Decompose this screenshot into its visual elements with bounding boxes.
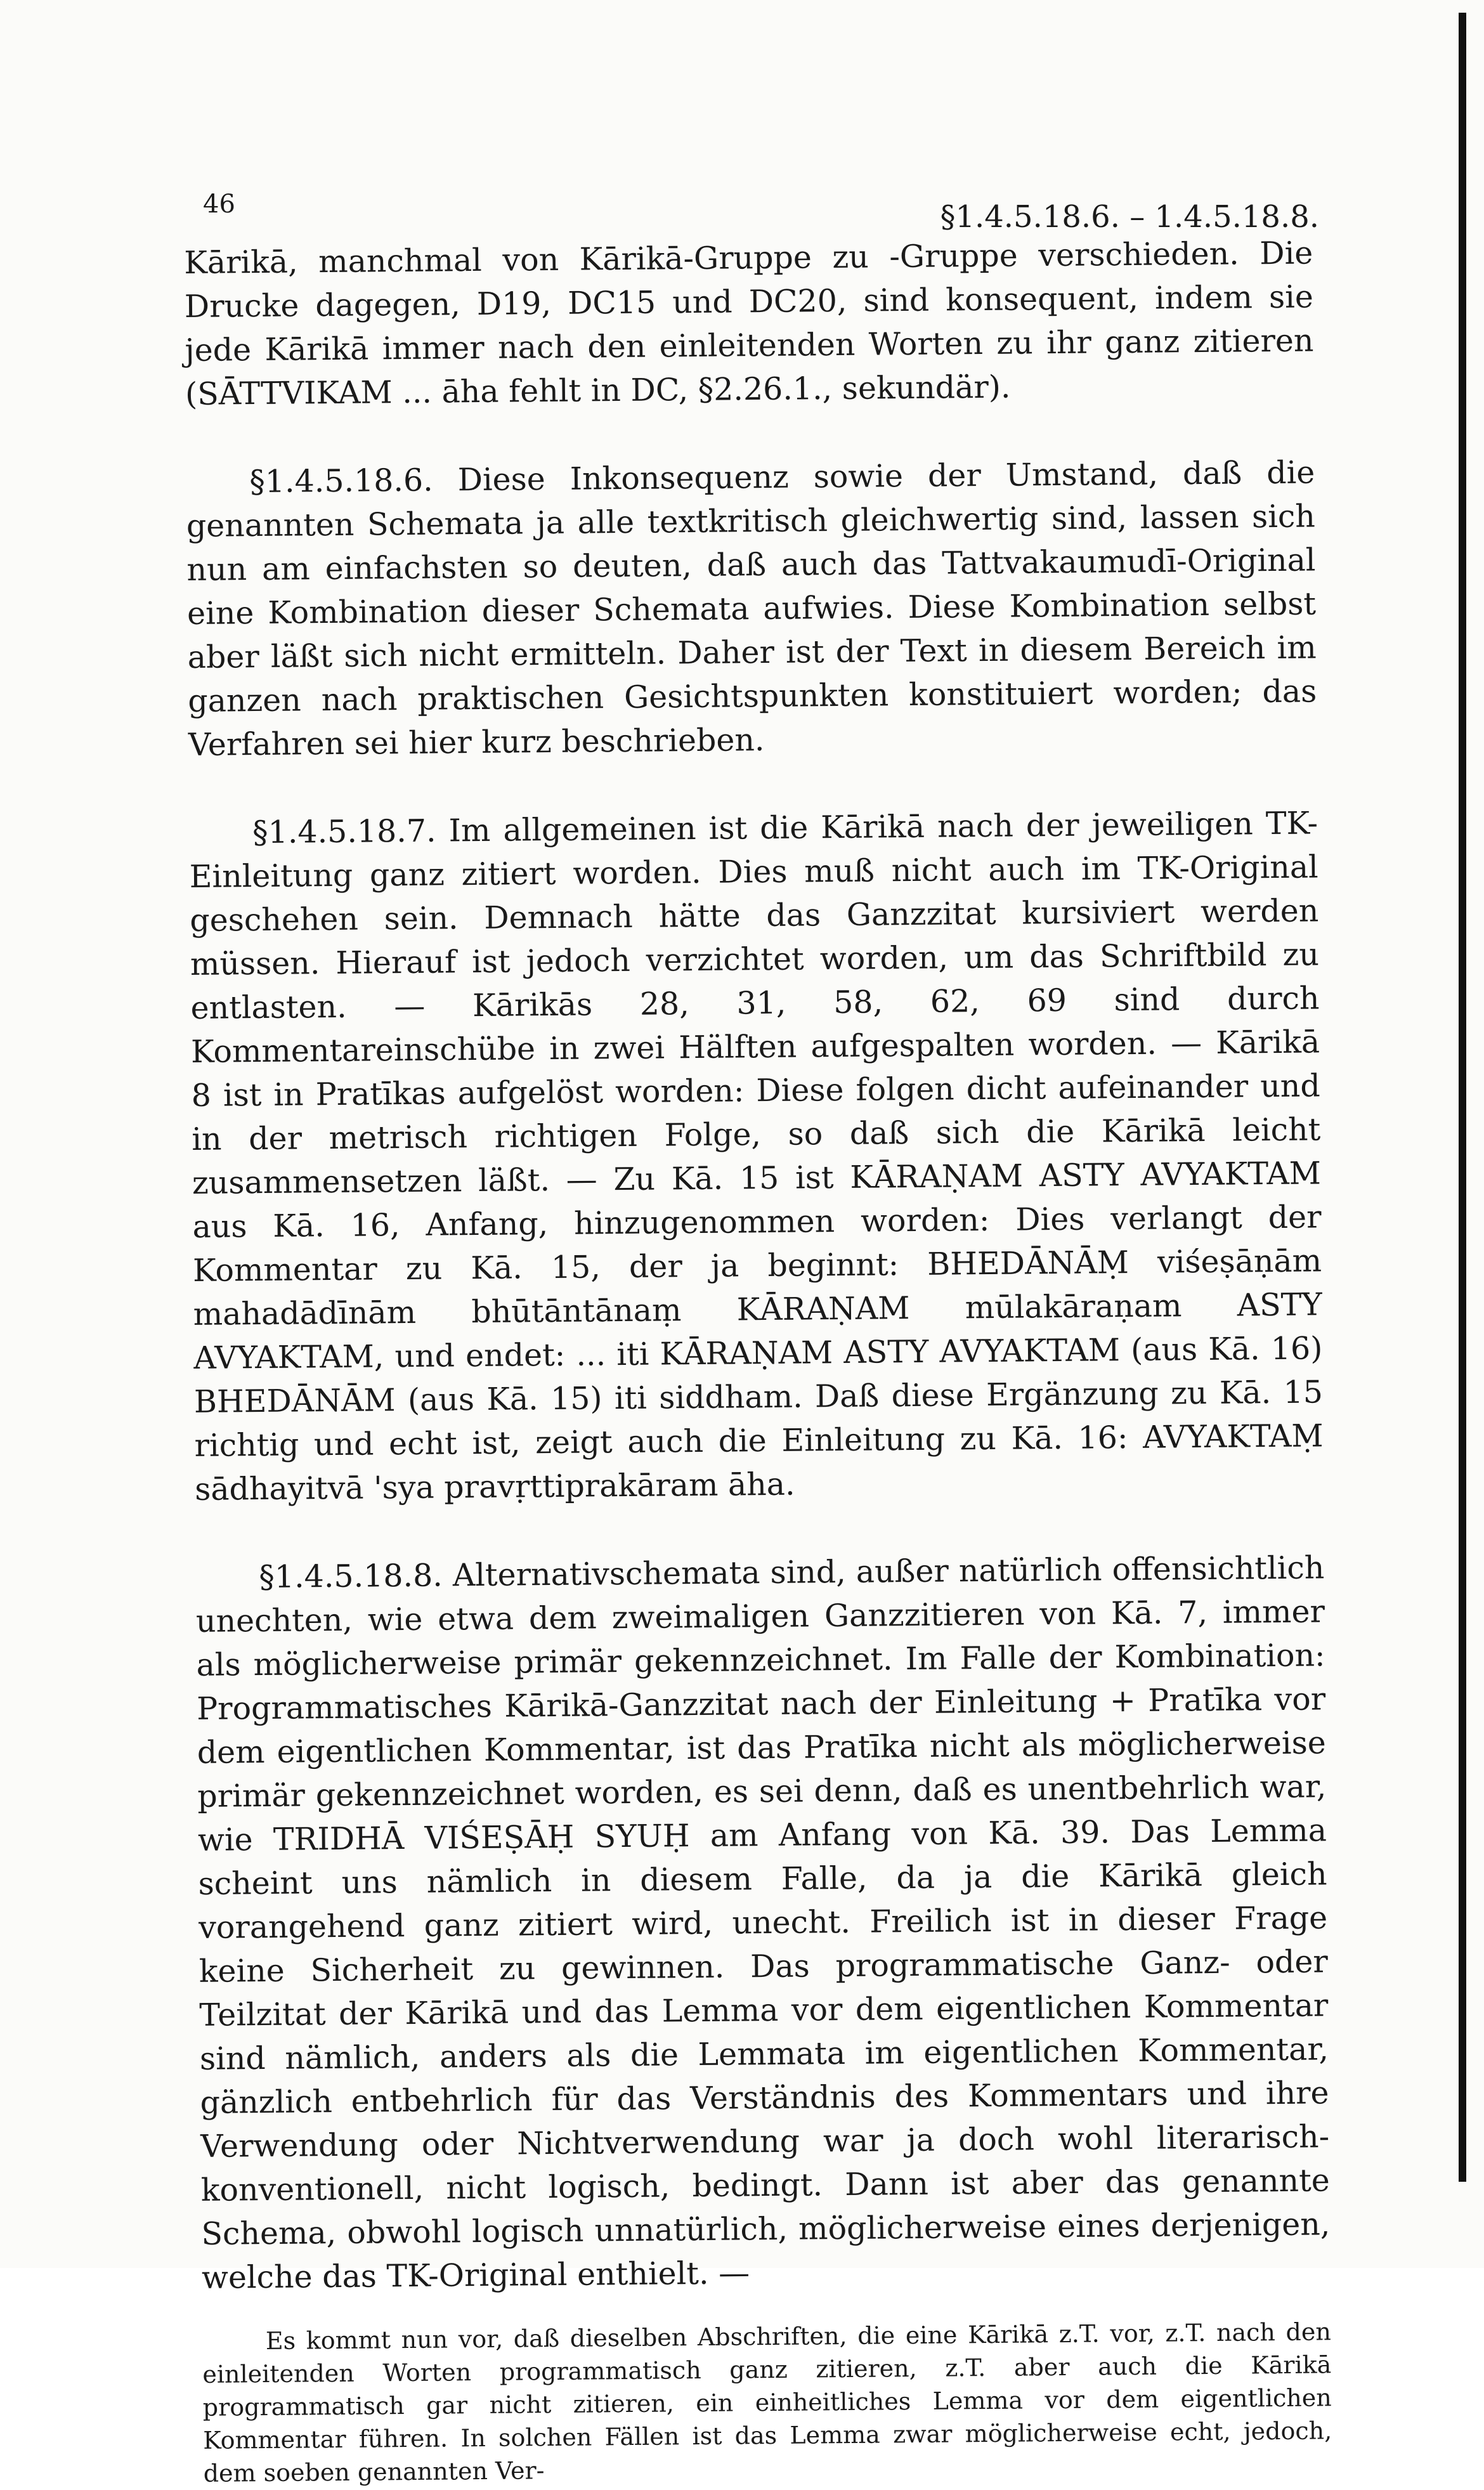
scan-edge-shadow: [1459, 13, 1466, 2182]
paragraph-continuation: Kārikā, manchmal von Kārikā-Gruppe zu -Gruppe verschieden. Die Drucke dagegen, D19, DC15 und DC20, sind konsequent, indem sie jede Kārikā immer nach den einleitenden Worten zu ihr ganz zitieren (SĀTTVIKAM ... āha fehlt in DC, §2.26.1., sekundär).: [184, 235, 1314, 412]
paragraph-1-4-5-18-8: §1.4.5.18.8. Alternativschemata sind, außer natürlich offensichtlich unechten, wie etwa dem zweimaligen Ganzzitieren von Kā. 7, immer als möglicherweise primär gekennzeichnet. Im Falle der Kombination: Programmatisches Kārikā-Ganzzitat nach der Einleitung + Pratīka vor dem eigentlichen Kommentar, ist das Pratīka nicht als möglicherweise primär gekennzeichnet worden, es sei denn, daß es unentbehrlich war, wie TRIDHĀ VIŚEṢĀḤ SYUḤ am Anfang von Kā. 39. Das Lemma scheint uns nämlich in diesem Falle, da ja die Kārikā gleich vorangehend ganz zitiert wird, unecht. Freilich ist in dieser Frage keine Sicherheit zu gewinnen. Das programmatische Ganz- oder Teilzitat der Kārikā und das Lemma vor dem eigentlichen Kommentar sind nämlich, anders als die Lemmata im eigentlichen Kommentar, gänzlich entbehrlich für das Verständnis des Kommentars und ihre Verwendung oder Nichtverwendung war ja doch wohl literarisch-konventionell, nicht logisch, bedingt. Dann ist aber das genannte Schema, obwohl logisch unnatürlich, möglicherweise eines derjenigen, welche das TK-Original enthielt. —: [195, 1549, 1331, 2296]
page-number: 46: [203, 190, 235, 219]
body-text: [184, 231, 1332, 2489]
paragraph-1-4-5-18-7: §1.4.5.18.7. Im allgemeinen ist die Kārikā nach der jeweiligen TK-Einleitung ganz zitiert worden. Dies muß nicht auch im TK-Original geschehen sein. Demnach hätte das Ganzzitat kursiviert werden müssen. Hierauf ist jedoch verzichtet worden, um das Schriftbild zu entlasten. — Kārikās 28, 31, 58, 62, 69 sind durch Kommentareinschübe in zwei Hälften aufgespalten worden. — Kārikā 8 ist in Pratīkas aufgelöst worden: Diese folgen dicht aufeinander und in der metrisch richtigen Folge, so daß sich die Kārikā leicht zusammensetzen läßt. — Zu Kā. 15 ist KĀRAṆAM ASTY AVYAKTAM aus Kā. 16, Anfang, hinzugenommen worden: Dies verlangt der Kommentar zu Kā. 15, der ja beginnt: BHEDĀNĀṂ viśeṣāṇām mahadādīnām bhūtāntānaṃ KĀRAṆAM mūlakāraṇam ASTY AVYAKTAM, und endet: ... iti KĀRAṆAM ASTY AVYAKTAM (aus Kā. 16) BHEDĀNĀM (aus Kā. 15) iti siddham. Daß diese Ergänzung zu Kā. 15 richtig und echt ist, zeigt auch die Einleitung zu Kā. 16: AVYAKTAṂ sādhayitvā 'sya pravṛttiprakāram āha.: [189, 805, 1324, 1508]
running-head: [203, 185, 1319, 236]
paragraph-1-4-5-18-6: §1.4.5.18.6. Diese Inkonsequenz sowie der Umstand, daß die genannten Schemata ja alle textkritisch gleichwertig sind, lassen sich nun am einfachsten so deuten, daß auch das Tattvakaumudī-Original eine Kombination dieser Schemata aufwies. Diese Kombination selbst aber läßt sich nicht ermitteln. Daher ist der Text in diesem Bereich im ganzen nach praktischen Gesichtspunkten konstituiert worden; das Verfahren sei hier kurz beschrieben.: [186, 454, 1317, 763]
footnote: Es kommt nun vor, daß dieselben Abschriften, die eine Kārikā z.T. vor, z.T. nach den einleitenden Worten programmatisch ganz zitieren, z.T. aber auch die Kārikā programmatisch gar nicht zitieren, ein einheitliches Lemma vor dem eigentlichen Kommentar führen. In solchen Fällen ist das Lemma zwar möglicherweise echt, jedoch, dem soeben genannten Ver-: [202, 2317, 1332, 2487]
section-range: §1.4.5.18.6. – 1.4.5.18.8.: [940, 199, 1319, 235]
